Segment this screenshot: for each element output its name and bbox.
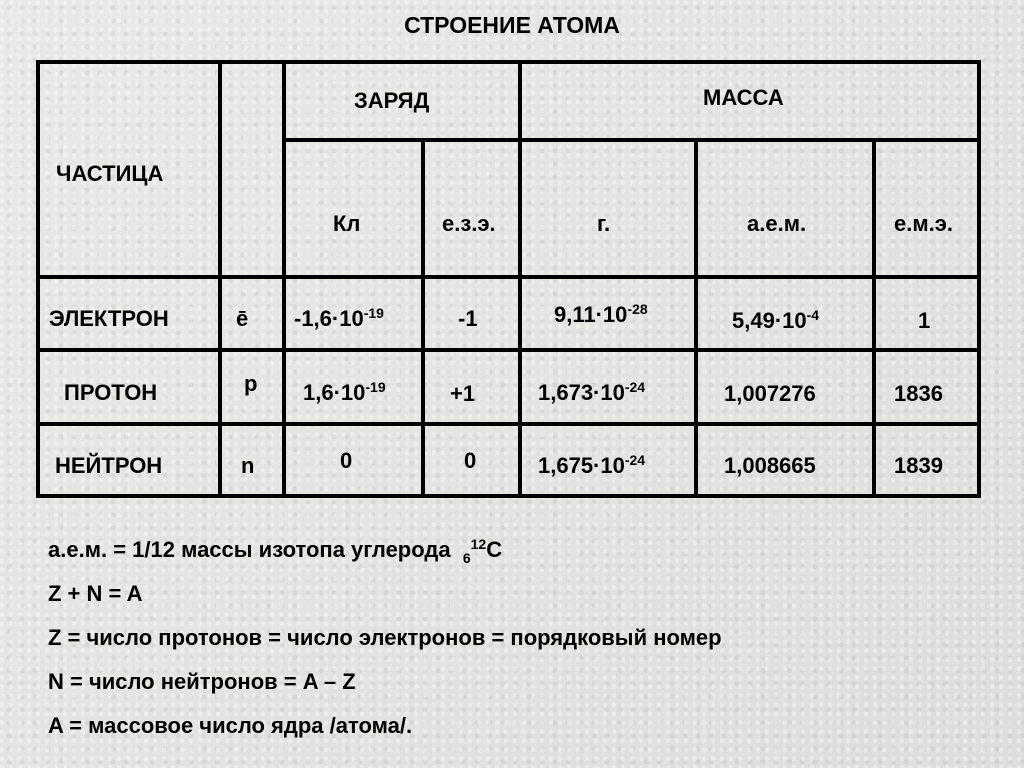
header-unit-eze: е.з.э. — [442, 211, 496, 236]
table-line-col5 — [694, 140, 698, 498]
note-aem-definition: а.е.м. = 1/12 массы изотопа углерода $_6^{12}$C — [48, 536, 503, 566]
row-proton-symbol: p — [244, 371, 258, 396]
row-proton-aem: 1,007276 — [724, 381, 816, 406]
row-neutron-kl: 0 — [340, 448, 353, 473]
header-particle: ЧАСТИЦА — [56, 161, 164, 186]
row-neutron-symbol: n — [241, 453, 255, 478]
row-proton-name: ПРОТОН — [64, 380, 158, 405]
header-unit-kl: Кл — [333, 211, 361, 236]
table-line-row2-bottom — [36, 422, 981, 426]
note-n-definition: N = число нейтронов = A – Z — [48, 669, 356, 694]
note-a-definition: A = массовое число ядра /атома/. — [48, 713, 413, 738]
row-neutron-name: НЕЙТРОН — [55, 453, 163, 478]
table-line-col1 — [218, 60, 222, 498]
row-electron-aem: $5,49\cdot 10^{-4}$ — [732, 307, 820, 333]
row-electron-g: $9,11\cdot 10^{-28}$ — [554, 301, 648, 327]
table-line-top — [36, 60, 981, 64]
row-proton-eme: 1836 — [894, 381, 943, 406]
row-neutron-eme: 1839 — [894, 453, 943, 478]
header-unit-aem: а.е.м. — [747, 211, 807, 236]
note-z-plus-n: Z + N = A — [48, 581, 143, 606]
header-unit-eme: е.м.э. — [894, 211, 953, 236]
row-electron-name: ЭЛЕКТРОН — [49, 306, 169, 331]
row-electron-eze: -1 — [458, 306, 478, 331]
table-line-left — [36, 60, 40, 498]
row-neutron-aem: 1,008665 — [724, 453, 816, 478]
row-neutron-eze: 0 — [464, 448, 477, 473]
table-line-bottom — [36, 494, 981, 498]
header-mass: МАССА — [703, 85, 784, 110]
table-line-col2 — [282, 60, 286, 498]
table-line-header-bottom — [36, 275, 981, 279]
table-line-col6 — [872, 140, 876, 498]
page-title: СТРОЕНИЕ АТОМА — [404, 12, 620, 38]
note-z-definition: Z = число протонов = число электронов = порядковый номер — [48, 625, 722, 650]
row-electron-symbol: ē — [236, 306, 249, 331]
row-electron-eme: 1 — [918, 308, 931, 333]
row-neutron-g: $1,675\cdot 10^{-24}$ — [538, 452, 646, 478]
row-proton-kl: $1,6\cdot 10^{-19}$ — [303, 379, 386, 405]
notes-block — [48, 528, 722, 748]
table-line-col3 — [421, 140, 425, 498]
row-proton-eze: +1 — [450, 381, 476, 406]
table-line-right — [977, 60, 981, 498]
row-proton-g: $1,673\cdot 10^{-24}$ — [538, 379, 646, 405]
row-electron-kl: $-1,6\cdot 10^{-19}$ — [294, 305, 384, 331]
table-line-row1-bottom — [36, 348, 981, 352]
atom-structure-table — [36, 60, 981, 500]
header-charge: ЗАРЯД — [354, 88, 430, 113]
table-line-header-split — [284, 138, 981, 142]
table-line-col4 — [518, 60, 522, 498]
header-unit-g: г. — [597, 211, 611, 236]
